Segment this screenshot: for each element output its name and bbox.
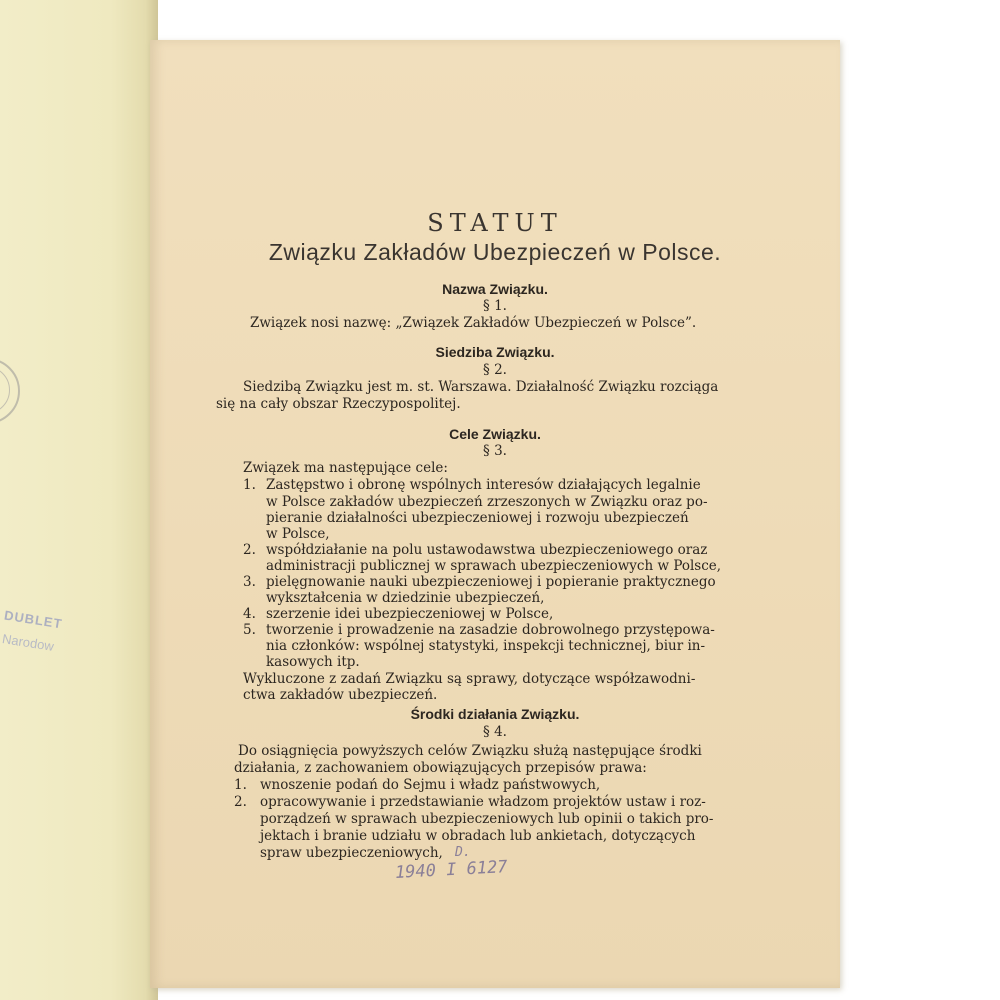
- document-subtitle: Związku Zakładów Ubezpieczeń w Polsce.: [268, 239, 722, 265]
- list-item-line: administracji publicznej w sprawach ubezpieczeniowych w Polsce,: [266, 558, 722, 574]
- list-item-line: w Polsce zakładów ubezpieczeń zrzeszonych w Związku oraz po-: [266, 494, 708, 510]
- section-heading-name: Nazwa Związku.: [442, 281, 548, 297]
- duplicate-stamp-library: Narodow: [1, 631, 55, 654]
- list-item-line: kasowych itp.: [266, 654, 360, 670]
- section-heading-means: Środki działania Związku.: [410, 706, 580, 722]
- section-number-2: § 2.: [483, 362, 507, 378]
- list-item-line: opracowywanie i przedstawianie władzom projektów ustaw i roz-: [260, 794, 706, 810]
- list-item-line: wykształcenia w dziedzinie ubezpieczeń,: [266, 590, 545, 606]
- list-number: 2.: [243, 542, 256, 558]
- list-item-line: wnoszenie podań do Sejmu i władz państwowych,: [260, 777, 601, 793]
- list-item-line: nia członków: wspólnej statystyki, inspekcji technicznej, biur in-: [266, 638, 706, 654]
- list-number: 2.: [234, 794, 247, 810]
- list-number: 1.: [234, 777, 247, 793]
- section-3-closing-line: Wykluczone z zadań Związku są sprawy, dotyczące współzawodni-: [243, 671, 696, 687]
- list-item-line: spraw ubezpieczeniowych,: [260, 845, 443, 861]
- list-number: 1.: [243, 477, 256, 493]
- list-item-line: szerzenie idei ubezpieczeniowej w Polsce,: [266, 606, 554, 622]
- list-item-line: pieranie działalności ubezpieczeniowej i rozwoju ubezpieczeń: [266, 510, 689, 526]
- duplicate-stamp: DUBLET: [3, 607, 64, 632]
- section-heading-goals: Cele Związku.: [449, 426, 541, 442]
- section-3-closing-line: ctwa zakładów ubezpieczeń.: [243, 687, 438, 703]
- list-item-line: Zastępstwo i obronę wspólnych interesów działających legalnie: [266, 477, 701, 493]
- section-1-text: Związek nosi nazwę: „Związek Zakładów Ubezpieczeń w Polsce”.: [250, 315, 697, 331]
- section-number-1: § 1.: [483, 298, 507, 314]
- document-page: [150, 40, 840, 988]
- section-2-line: Siedzibą Związku jest m. st. Warszawa. Działalność Związku rozciąga: [243, 379, 719, 395]
- section-4-intro-line: działania, z zachowaniem obowiązujących przepisów prawa:: [234, 760, 647, 776]
- handwritten-mark: D.: [455, 845, 471, 860]
- list-item-line: pielęgnowanie nauki ubezpieczeniowej i popieranie praktycznego: [266, 574, 716, 590]
- left-page: [0, 0, 158, 1000]
- list-number: 3.: [243, 574, 256, 590]
- section-4-intro-line: Do osiągnięcia powyższych celów Związku służą następujące środki: [238, 743, 702, 759]
- list-number: 5.: [243, 622, 256, 638]
- list-number: 4.: [243, 606, 256, 622]
- list-item-line: w Polsce,: [266, 526, 330, 542]
- list-item-line: tworzenie i prowadzenie na zasadzie dobrowolnego przystępowa-: [266, 622, 715, 638]
- list-item-line: porządzeń w sprawach ubezpieczeniowych lub opinii o takich pro-: [260, 811, 714, 827]
- section-number-3: § 3.: [483, 443, 507, 459]
- section-heading-seat: Siedziba Związku.: [435, 344, 555, 360]
- list-item-line: współdziałanie na polu ustawodawstwa ubezpieczeniowego oraz: [266, 542, 708, 558]
- document-title: STATUT: [427, 209, 563, 237]
- list-item-line: jektach i branie udziału w obradach lub ankietach, dotyczących: [260, 828, 696, 844]
- section-number-4: § 4.: [483, 724, 507, 740]
- handwritten-catalog-number: 1940 I 6127: [394, 857, 509, 883]
- section-2-line: się na cały obszar Rzeczypospolitej.: [216, 396, 461, 412]
- section-3-intro: Związek ma następujące cele:: [243, 460, 448, 476]
